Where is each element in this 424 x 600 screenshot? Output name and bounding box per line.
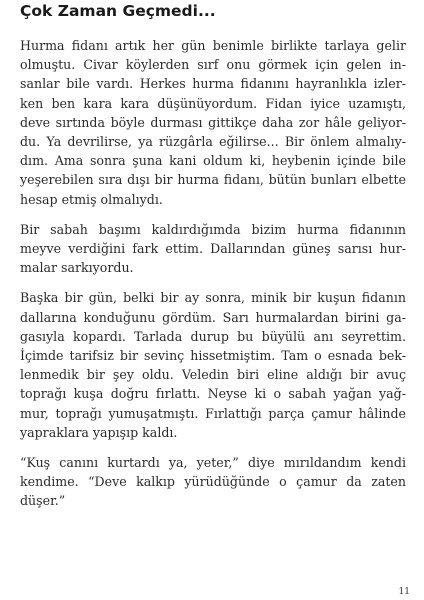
text-line: dallarına konduğunu gördüm. Sarı hurmalardan birini ga-	[20, 309, 406, 325]
page-number: 11	[398, 587, 410, 597]
text-line: toprağı kuşa doğru fırlattı. Neyse ki o sabah yağan yağ-	[20, 386, 406, 402]
text-line: sanlar bile vardı. Herkes hurma fidanını hayranlıkla izler-	[20, 76, 406, 92]
text-line: gasıyla kopardı. Tarlada durup bu büyülü anı seyrettim.	[20, 328, 406, 344]
body-text	[20, 36, 406, 522]
paragraph	[20, 288, 406, 442]
text-line: mur, toprağı yumuşatmıştı. Fırlattığı parça çamur hâlinde	[20, 405, 406, 421]
text-line: yapraklara yapışıp kaldı.	[20, 424, 178, 440]
text-line: Hurma fidanı artık her gün benimle birlikte tarlaya gelir	[20, 38, 406, 53]
text-line: hesap etmiş olmalıydı.	[20, 191, 163, 207]
text-line: lenmedik bir şey oldu. Veledin biri eline aldığı bir avuç	[20, 367, 406, 383]
text-line: dım. Ama sonra şuna kani oldum ki, heybenin içinde bile	[20, 153, 406, 169]
text-line: du. Ya devrilirse, ya rüzgârla eğilirse... Bir önlem almalıy-	[20, 134, 406, 150]
text-line: düşer.”	[20, 493, 66, 509]
text-line: malar sarkıyordu.	[20, 260, 134, 276]
text-line: Başka bir gün, belki bir ay sonra, minik bir kuşun fidanın	[20, 290, 406, 306]
text-line: yeşerebilen sıra dışı bir hurma fidanı, bütün bunları elbette	[20, 172, 406, 188]
paragraph	[20, 36, 406, 209]
text-line: Bir sabah başımı kaldırdığımda bizim hurma fidanının	[20, 221, 406, 237]
chapter-title: Çok Zaman Geçmedi...	[20, 2, 216, 20]
paragraph	[20, 220, 406, 278]
text-line: ken ben kara kara düşünüyordum. Fidan iyice uzamıştı,	[20, 95, 406, 111]
text-line: İçimde tarifsiz bir sevinç hissetmiştim. Tam o esnada bek-	[20, 348, 406, 364]
text-line: deve sırtında böyle durması gittikçe daha zor hâle geliyor-	[20, 114, 406, 130]
text-line: olmuştu. Civar köylerden sırf onu görmek için gelen in-	[20, 57, 406, 73]
text-line: kendime. “Deve kalkıp yürüdüğünde o çamur da zaten	[20, 474, 406, 490]
text-line: meyve verdiğini fark ettim. Dallarından güneş sarısı hur-	[20, 241, 406, 257]
paragraph	[20, 453, 406, 511]
text-line: “Kuş canını kurtardı ya, yeter,” diye mırıldandım kendi	[20, 455, 406, 471]
